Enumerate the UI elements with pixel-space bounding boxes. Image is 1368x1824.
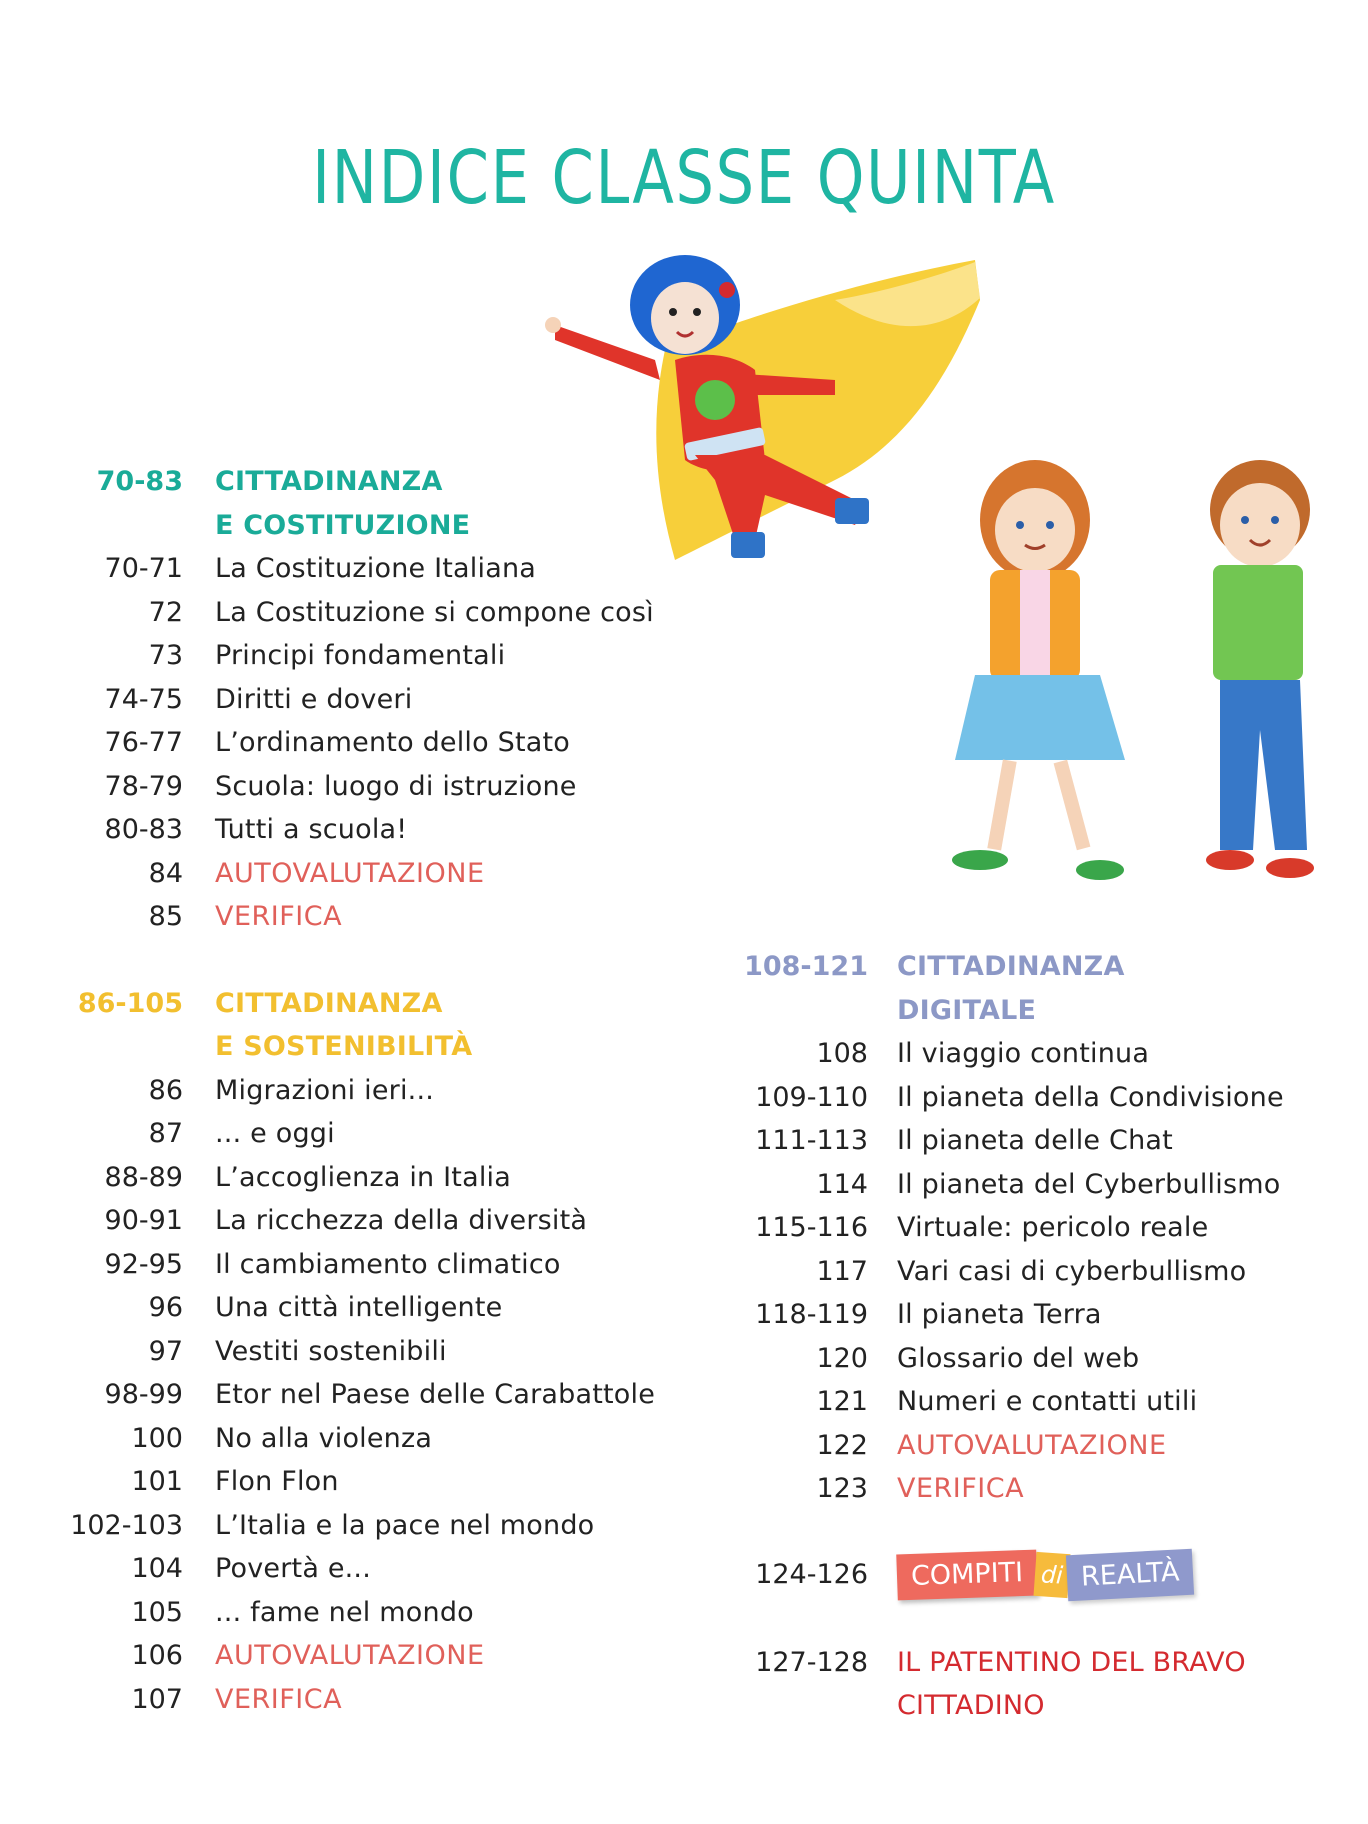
section-title: CITTADINANZA	[215, 987, 443, 1019]
entry-title: Il pianeta della Condivisione	[897, 1081, 1284, 1113]
entry-title: Povertà e...	[215, 1553, 372, 1584]
toc-entry[interactable]	[0, 1373, 700, 1417]
section-title: CITTADINANZA	[215, 466, 443, 497]
toc-entry[interactable]	[0, 1112, 700, 1156]
entry-pages: 78-79	[104, 770, 183, 802]
entry-title: L’accoglienza in Italia	[215, 1161, 511, 1193]
autovalutazione-label: AUTOVALUTAZIONE	[215, 857, 485, 889]
toc-entry[interactable]	[0, 1243, 700, 1287]
toc-entry[interactable]	[720, 1293, 1368, 1337]
entry-pages: 115-116	[755, 1212, 868, 1243]
entry-title: Flon Flon	[215, 1466, 339, 1497]
entry-title: Etor nel Paese delle Carabattole	[215, 1379, 656, 1410]
entry-pages: 98-99	[104, 1379, 183, 1410]
toc-entry[interactable]	[0, 591, 700, 635]
toc-entry-autovalutazione[interactable]	[0, 852, 700, 896]
entry-title: Scuola: luogo di istruzione	[215, 770, 577, 802]
toc-entry[interactable]	[0, 1330, 700, 1374]
toc-entry[interactable]	[0, 634, 700, 678]
section-header-cittadinanza-digitale[interactable]	[720, 945, 1368, 989]
verifica-label: VERIFICA	[897, 1473, 1025, 1504]
toc-entry[interactable]	[720, 1163, 1368, 1207]
entry-title: Migrazioni ieri...	[215, 1074, 435, 1106]
toc-entry-autovalutazione[interactable]	[720, 1424, 1368, 1468]
entry-title: ... e oggi	[215, 1118, 335, 1149]
entry-pages: 102-103	[70, 1509, 183, 1541]
section-header-line2	[0, 1025, 700, 1069]
entry-title: Glossario del web	[897, 1342, 1140, 1374]
toc-entry[interactable]	[0, 547, 700, 591]
patentino-title: IL PATENTINO DEL BRAVO	[897, 1646, 1246, 1678]
entry-title: Il viaggio continua	[897, 1038, 1150, 1069]
toc-entry[interactable]	[720, 1250, 1368, 1294]
entry-title: Il cambiamento climatico	[215, 1248, 561, 1280]
entry-pages: 96	[148, 1292, 183, 1323]
section-pages: 70-83	[96, 466, 183, 497]
entry-pages: 108	[816, 1038, 868, 1069]
entry-pages: 100	[131, 1422, 183, 1454]
toc-entry[interactable]	[0, 765, 700, 809]
badge-di: di	[1034, 1551, 1071, 1597]
right-index-column	[720, 945, 1368, 1728]
entry-title: Il pianeta delle Chat	[897, 1125, 1173, 1156]
entry-title: Numeri e contatti utili	[897, 1386, 1198, 1417]
toc-entry[interactable]	[0, 1069, 700, 1113]
entry-pages: 124-126	[755, 1558, 868, 1590]
girl-and-boy-illustration	[935, 440, 1365, 900]
section-pages: 86-105	[77, 987, 183, 1019]
section-title-line2: DIGITALE	[897, 994, 1037, 1026]
toc-entry[interactable]	[0, 1417, 700, 1461]
entry-title: La ricchezza della diversità	[215, 1205, 588, 1236]
toc-entry-verifica[interactable]	[0, 1678, 700, 1722]
toc-entry[interactable]	[720, 1076, 1368, 1120]
toc-entry-patentino[interactable]	[720, 1641, 1368, 1685]
entry-title: Vari casi di cyberbullismo	[897, 1255, 1247, 1287]
entry-pages: 97	[148, 1335, 183, 1367]
badge-compiti: COMPITI	[896, 1549, 1038, 1600]
entry-title: ... fame nel mondo	[215, 1596, 474, 1628]
entry-pages: 118-119	[755, 1299, 868, 1330]
section-title: CITTADINANZA	[897, 951, 1125, 982]
compiti-di-realta-badge	[897, 1547, 1194, 1603]
toc-entry[interactable]	[0, 1156, 700, 1200]
entry-pages: 80-83	[104, 814, 183, 845]
entry-pages: 107	[131, 1683, 183, 1715]
entry-title: Il pianeta Terra	[897, 1299, 1102, 1330]
entry-pages: 121	[816, 1386, 868, 1417]
section-title-line2: E SOSTENIBILITÀ	[215, 1031, 473, 1062]
toc-entry[interactable]	[0, 1286, 700, 1330]
toc-entry[interactable]	[0, 1504, 700, 1548]
left-index-column	[0, 460, 700, 1721]
entry-pages: 117	[816, 1255, 868, 1287]
entry-pages: 123	[816, 1473, 868, 1504]
toc-entry[interactable]	[720, 1380, 1368, 1424]
entry-pages: 109-110	[755, 1081, 868, 1113]
entry-title: Virtuale: pericolo reale	[897, 1212, 1209, 1243]
section-title-line2: E COSTITUZIONE	[215, 509, 471, 541]
toc-entry-patentino-line2	[720, 1684, 1368, 1728]
toc-entry-autovalutazione[interactable]	[0, 1634, 700, 1678]
entry-pages: 127-128	[755, 1646, 868, 1678]
entry-pages: 86	[148, 1074, 183, 1106]
toc-entry-verifica[interactable]	[0, 895, 700, 939]
entry-pages: 72	[148, 596, 183, 628]
toc-entry[interactable]	[0, 721, 700, 765]
toc-entry[interactable]	[0, 1199, 700, 1243]
autovalutazione-label: AUTOVALUTAZIONE	[215, 1640, 485, 1671]
entry-title: Una città intelligente	[215, 1292, 503, 1323]
section-pages: 108-121	[744, 951, 868, 982]
badge-realta: REALTÀ	[1066, 1548, 1195, 1601]
entry-title: Vestiti sostenibili	[215, 1335, 447, 1367]
toc-entry[interactable]	[0, 678, 700, 722]
entry-pages: 114	[816, 1168, 868, 1200]
section-header-line2	[0, 504, 700, 548]
entry-pages: 87	[148, 1118, 183, 1149]
toc-entry[interactable]	[720, 1206, 1368, 1250]
entry-pages: 84	[148, 857, 183, 889]
toc-entry[interactable]	[0, 808, 700, 852]
toc-entry[interactable]	[0, 1547, 700, 1591]
patentino-title-line2: CITTADINO	[897, 1690, 1045, 1721]
entry-pages: 88-89	[104, 1161, 183, 1193]
entry-title: L’ordinamento dello Stato	[215, 727, 571, 758]
entry-pages: 73	[148, 640, 183, 671]
page-title: INDICE CLASSE QUINTA	[312, 135, 1056, 221]
entry-title: Principi fondamentali	[215, 640, 506, 671]
entry-pages: 122	[816, 1429, 868, 1461]
entry-title: L’Italia e la pace nel mondo	[215, 1509, 595, 1541]
verifica-label: VERIFICA	[215, 901, 343, 932]
entry-pages: 92-95	[104, 1248, 183, 1280]
entry-title: Tutti a scuola!	[215, 814, 408, 845]
verifica-label: VERIFICA	[215, 1683, 343, 1715]
entry-pages: 104	[131, 1553, 183, 1584]
toc-entry[interactable]	[720, 1032, 1368, 1076]
entry-pages: 76-77	[104, 727, 183, 758]
toc-entry[interactable]	[0, 1591, 700, 1635]
entry-pages: 74-75	[104, 683, 183, 715]
entry-title: La Costituzione Italiana	[215, 553, 536, 584]
toc-entry-verifica[interactable]	[720, 1467, 1368, 1511]
entry-pages: 101	[131, 1466, 183, 1497]
autovalutazione-label: AUTOVALUTAZIONE	[897, 1429, 1167, 1461]
entry-pages: 90-91	[104, 1205, 183, 1236]
toc-entry[interactable]	[720, 1337, 1368, 1381]
entry-pages: 106	[131, 1640, 183, 1671]
entry-title: La Costituzione si compone così	[215, 596, 654, 628]
section-header-cittadinanza-costituzione[interactable]	[0, 460, 700, 504]
toc-entry[interactable]	[720, 1119, 1368, 1163]
entry-title: Diritti e doveri	[215, 683, 413, 715]
entry-title: No alla violenza	[215, 1422, 433, 1454]
entry-title: Il pianeta del Cyberbullismo	[897, 1168, 1281, 1200]
toc-entry-compiti-di-realta[interactable]	[720, 1553, 1368, 1613]
entry-pages: 120	[816, 1342, 868, 1374]
entry-pages: 105	[131, 1596, 183, 1628]
entry-pages: 111-113	[755, 1125, 868, 1156]
entry-pages: 70-71	[104, 553, 183, 584]
section-header-line2	[720, 989, 1368, 1033]
section-header-cittadinanza-sostenibilita[interactable]	[0, 982, 700, 1026]
entry-pages: 85	[148, 901, 183, 932]
toc-entry[interactable]	[0, 1460, 700, 1504]
